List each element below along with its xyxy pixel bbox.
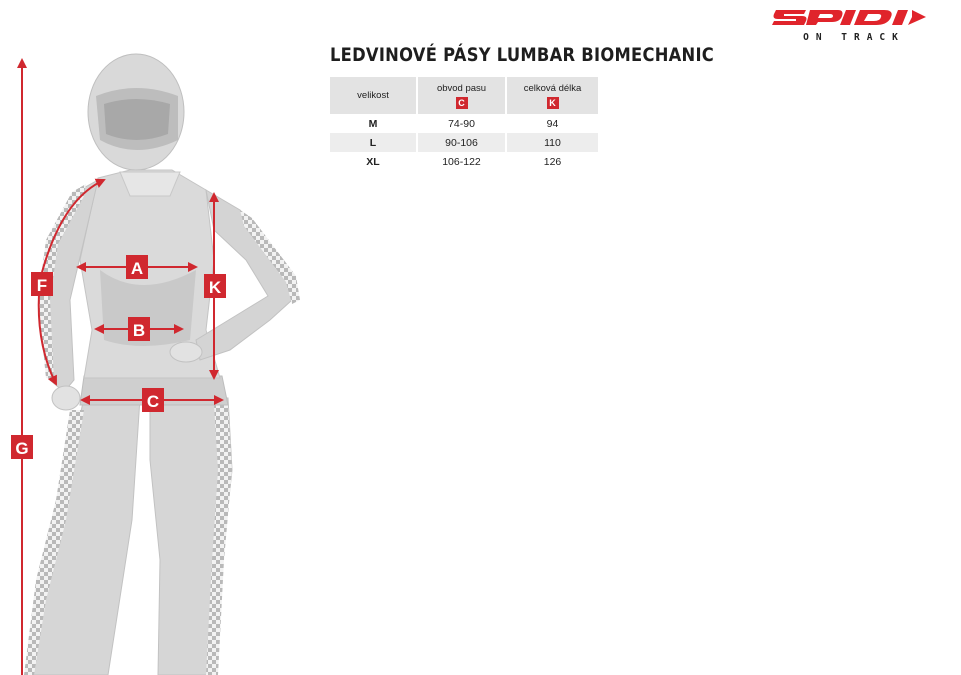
cell-length: 126: [543, 155, 562, 168]
svg-text:C: C: [146, 392, 160, 411]
cell-size: XL: [366, 155, 380, 168]
spidi-logo-icon: [770, 6, 930, 28]
cell-waist: 74-90: [448, 117, 475, 130]
svg-text:G: G: [15, 439, 29, 458]
table-row: [330, 133, 598, 152]
header-size: velikost: [330, 77, 416, 114]
label-k: [204, 274, 226, 298]
badge-k: K: [547, 97, 559, 109]
header-length: celková délka K: [507, 77, 598, 114]
svg-text:F: F: [36, 276, 48, 295]
page-title: LEDVINOVÉ PÁSY LUMBAR BIOMECHANIC: [330, 44, 715, 66]
measurement-figure: [0, 0, 330, 675]
header-waist: obvod pasu C: [418, 77, 505, 114]
label-g: [11, 435, 33, 459]
cell-length: 110: [507, 133, 598, 152]
brand-tagline: ON TRACK: [803, 32, 905, 43]
table-row: [330, 152, 598, 171]
cell-waist: 90-106: [418, 133, 505, 152]
table-header-row: [330, 77, 598, 114]
table-row: [330, 114, 598, 133]
svg-text:K: K: [208, 278, 222, 297]
cell-waist: 106-122: [442, 155, 481, 168]
label-b: [128, 317, 150, 341]
size-table: [328, 77, 600, 171]
label-a: [126, 255, 148, 279]
svg-text:B: B: [132, 321, 146, 340]
badge-c: C: [456, 97, 468, 109]
cell-size: L: [330, 133, 416, 152]
cell-length: 94: [546, 117, 559, 130]
brand-logo: [770, 6, 930, 43]
cell-size: M: [368, 117, 378, 130]
label-f: [31, 272, 53, 296]
rider-silhouette: [24, 54, 300, 675]
svg-text:A: A: [130, 259, 144, 278]
label-c: [142, 388, 164, 412]
